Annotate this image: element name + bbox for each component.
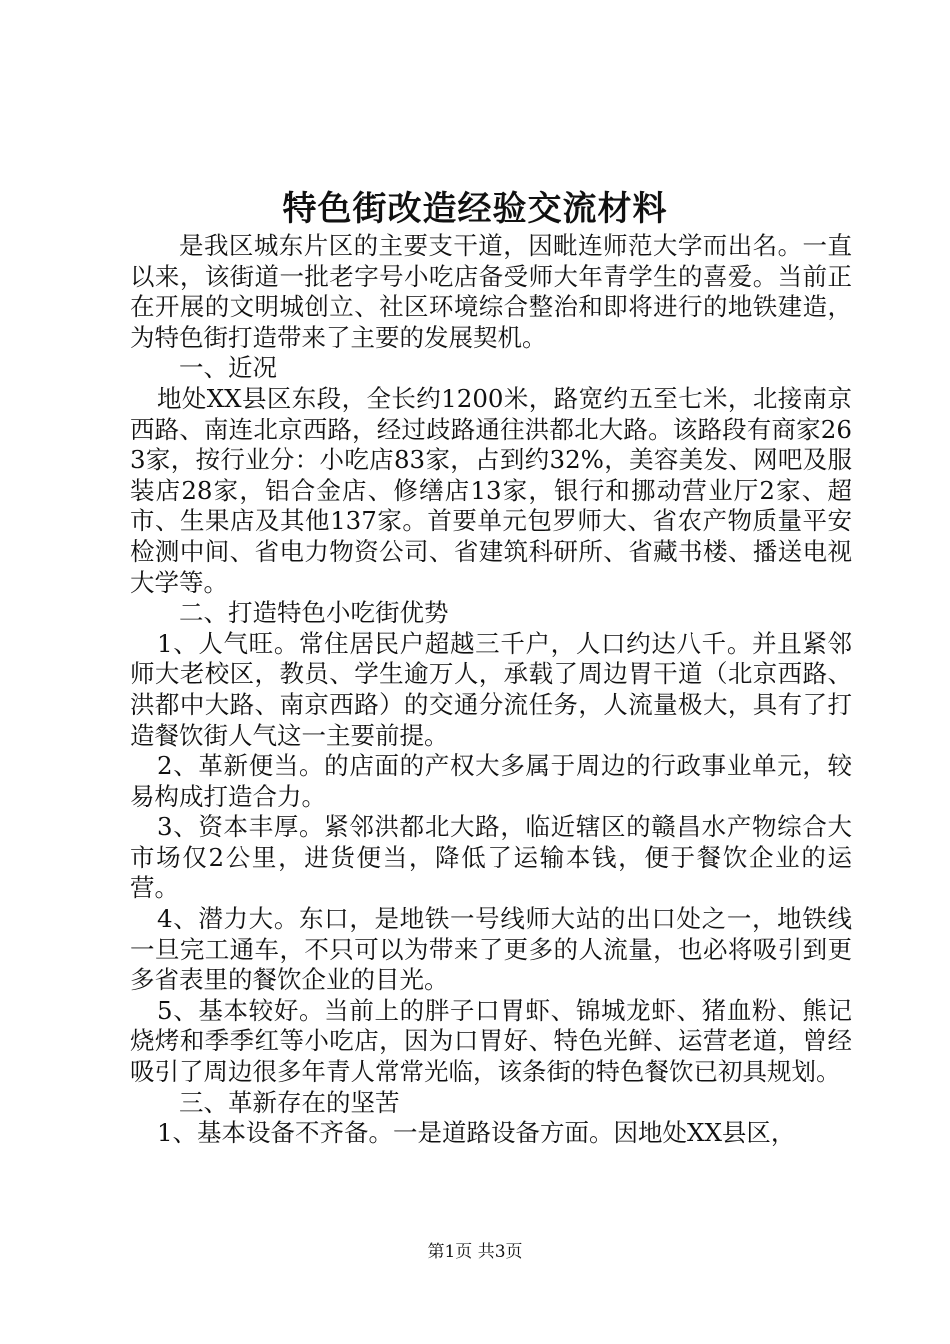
difficulty-paragraph-1: 1、基本设备不齐备。一是道路设备方面。因地处XX县区，: [156, 1118, 796, 1148]
document-title: 特色街改造经验交流材料: [282, 189, 668, 229]
section-heading-advantages: 二、打造特色小吃街优势: [179, 598, 449, 628]
intro-paragraph: 是我区城东片区的主要支干道，因毗连师范大学而出名。一直以来，该街道一批老字号小吃店备受师大年青学生的喜爱。当前正在开展的文明城创立、社区环境综合整治和即将进行的地铁建造，为特色街打造带来了主要的发展契机。: [130, 231, 852, 352]
section-heading-difficulties: 三、革新存在的坚苦: [179, 1087, 400, 1117]
advantage-paragraph-2: 2、革新便当。的店面的产权大多属于周边的行政事业单元，较易构成打造合力。: [130, 751, 852, 811]
status-paragraph: 地处XX县区东段，全长约1200米，路宽约五至七米，北接南京西路、南连北京西路，经过歧路通往洪都北大路。该路段有商家263家，按行业分：小吃店83家，占到约32%，美容美发、网吧及服装店28家，铝合金店、修缮店13家，银行和挪动营业厅2家、超市、生果店及其他137家。首要单元包罗师大、省农产物质量平安检测中间、省电力物资公司、省建筑科研所、省藏书楼、播送电视大学等。: [130, 383, 852, 597]
advantage-paragraph-3: 3、资本丰厚。紧邻洪都北大路，临近辖区的赣昌水产物综合大市场仅2公里，进货便当，降低了运输本钱，便于餐饮企业的运营。: [130, 812, 852, 903]
advantage-paragraph-4: 4、潜力大。东口，是地铁一号线师大站的出口处之一，地铁线一旦完工通车，不只可以为带来了更多的人流量，也必将吸引到更多省表里的餐饮企业的目光。: [130, 904, 852, 995]
page-footer: 第1页 共3页: [427, 1242, 523, 1262]
advantage-paragraph-5: 5、基本较好。当前上的胖子口胃虾、锦城龙虾、猪血粉、熊记烧烤和季季红等小吃店，因为口胃好、特色光鲜、运营老道，曾经吸引了周边很多年青人常常光临，该条街的特色餐饮已初具规划。: [130, 995, 852, 1087]
advantage-paragraph-1: 1、人气旺。常住居民户超越三千户，人口约达八千。并且紧邻师大老校区，教员、学生逾万人，承载了周边胃干道（北京西路、洪都中大路、南京西路）的交通分流任务，人流量极大，具有了打造餐饮街人气这一主要前提。: [130, 628, 852, 750]
document-body: [130, 231, 852, 1149]
section-heading-status: 一、近况: [179, 353, 277, 383]
